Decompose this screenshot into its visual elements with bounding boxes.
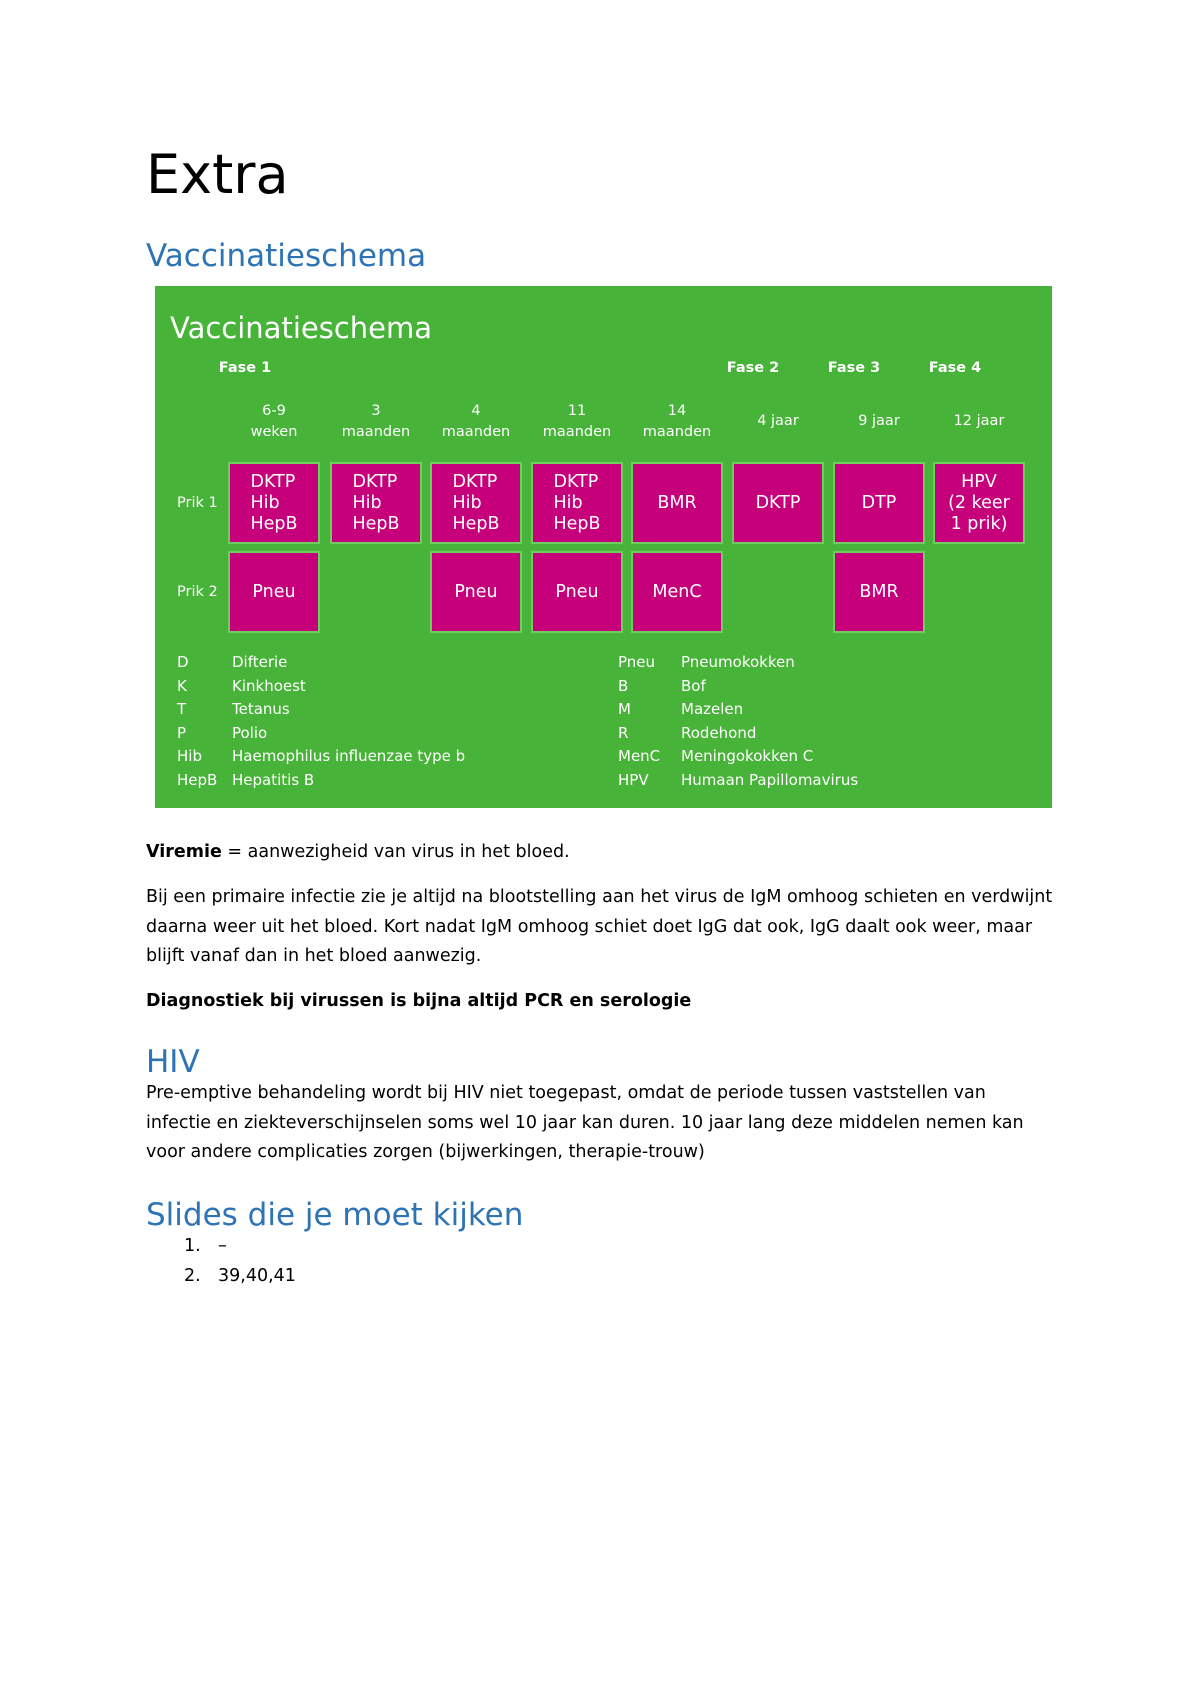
legend-row: K Kinkhoest xyxy=(177,676,306,695)
list-number: 1. xyxy=(184,1236,201,1256)
age-label: 14 maanden xyxy=(642,403,712,440)
figure-title: Vaccinatieschema xyxy=(170,311,433,345)
vaccination-schedule-figure xyxy=(155,286,1052,808)
list-number: 2. xyxy=(184,1265,201,1286)
viremie-paragraph xyxy=(146,838,1056,868)
legend-row: M Mazelen xyxy=(618,700,744,719)
heading-slides: Slides die je moet kijken xyxy=(146,1197,524,1233)
age-label: 9 jaar xyxy=(858,413,900,429)
vaccine-cell: HPV (2 keer 1 prik) xyxy=(933,462,1025,544)
legend-row: T Tetanus xyxy=(177,700,290,719)
vaccine-cell: BMR xyxy=(631,462,723,544)
hiv-paragraph: Pre-emptive behandeling wordt bij HIV niet toegepast, omdat de periode tussen vaststellen van infectie en ziekteverschijnselen soms wel 10 jaar kan duren. 10 jaar lang deze middelen nemen kan voor andere complicaties zorgen (bijwerkingen, therapie-trouw) xyxy=(146,1083,1024,1162)
legend-row: HepB Hepatitis B xyxy=(177,770,315,789)
vaccine-cell: Pneu xyxy=(430,551,522,633)
list-item xyxy=(146,1262,296,1292)
phase-label: Fase 4 xyxy=(928,360,982,376)
vaccine-cell: BMR xyxy=(833,551,925,633)
viremie-term: Viremie xyxy=(146,842,222,862)
legend-row: R Rodehond xyxy=(618,723,757,742)
legend-row: Pneu Pneumokokken xyxy=(618,653,795,671)
vaccine-cell: DKTP xyxy=(732,462,824,544)
age-label: 11 maanden xyxy=(542,403,612,440)
vaccine-cell: DKTP Hib HepB xyxy=(531,462,623,544)
legend-row: Hib Haemophilus influenzae type b xyxy=(177,747,466,766)
heading-hiv: HIV xyxy=(146,1044,200,1080)
vaccine-cell: MenC xyxy=(631,551,723,633)
list-item xyxy=(146,1232,296,1262)
vaccine-cell: DKTP Hib HepB xyxy=(430,462,522,544)
list-text: 39,40,41 xyxy=(218,1265,296,1286)
legend-row: D Difterie xyxy=(177,653,288,671)
phase-label: Fase 3 xyxy=(827,360,881,376)
age-label: 4 maanden xyxy=(441,403,511,440)
legend-row: B Bof xyxy=(618,676,706,695)
phase-label: Fase 1 xyxy=(218,360,272,376)
document-title: Extra xyxy=(146,143,289,206)
phase-label: Fase 2 xyxy=(726,360,780,376)
heading-vaccinatieschema: Vaccinatieschema xyxy=(146,238,427,274)
prik-2-label: Prik 2 xyxy=(177,584,218,600)
age-label: 4 jaar xyxy=(757,413,799,429)
viremie-definition: = aanwezigheid van virus in het bloed. xyxy=(221,842,570,862)
age-label: 6-9 weken xyxy=(250,403,298,440)
primary-infection-paragraph: Bij een primaire infectie zie je altijd na blootstelling aan het virus de IgM omhoog schieten en verdwijnt daarna weer uit het bloed. Kort nadat IgM omhoog schiet doet IgG dat ook, IgG daalt ook weer, maar blijft vanaf dan in het bloed aanwezig. xyxy=(146,887,1053,966)
vaccine-cell: DKTP Hib HepB xyxy=(330,462,422,544)
age-label: 12 jaar xyxy=(953,413,1005,429)
legend-row: P Polio xyxy=(177,723,268,742)
legend-row: HPV Humaan Papillomavirus xyxy=(618,770,859,789)
legend-row: MenC Meningokokken C xyxy=(618,747,814,766)
legend-left xyxy=(177,651,465,793)
list-text: – xyxy=(218,1236,227,1256)
vaccine-cell: DKTP Hib HepB xyxy=(228,462,320,544)
prik-1-label: Prik 1 xyxy=(177,495,218,511)
diagnostics-paragraph: Diagnostiek bij virussen is bijna altijd PCR en serologie xyxy=(146,991,692,1011)
slides-list xyxy=(146,1232,296,1291)
vaccine-cell: Pneu xyxy=(531,551,623,633)
vaccine-cell: Pneu xyxy=(228,551,320,633)
vaccine-cell: DTP xyxy=(833,462,925,544)
age-label: 3 maanden xyxy=(341,403,411,440)
legend-right xyxy=(618,651,858,793)
